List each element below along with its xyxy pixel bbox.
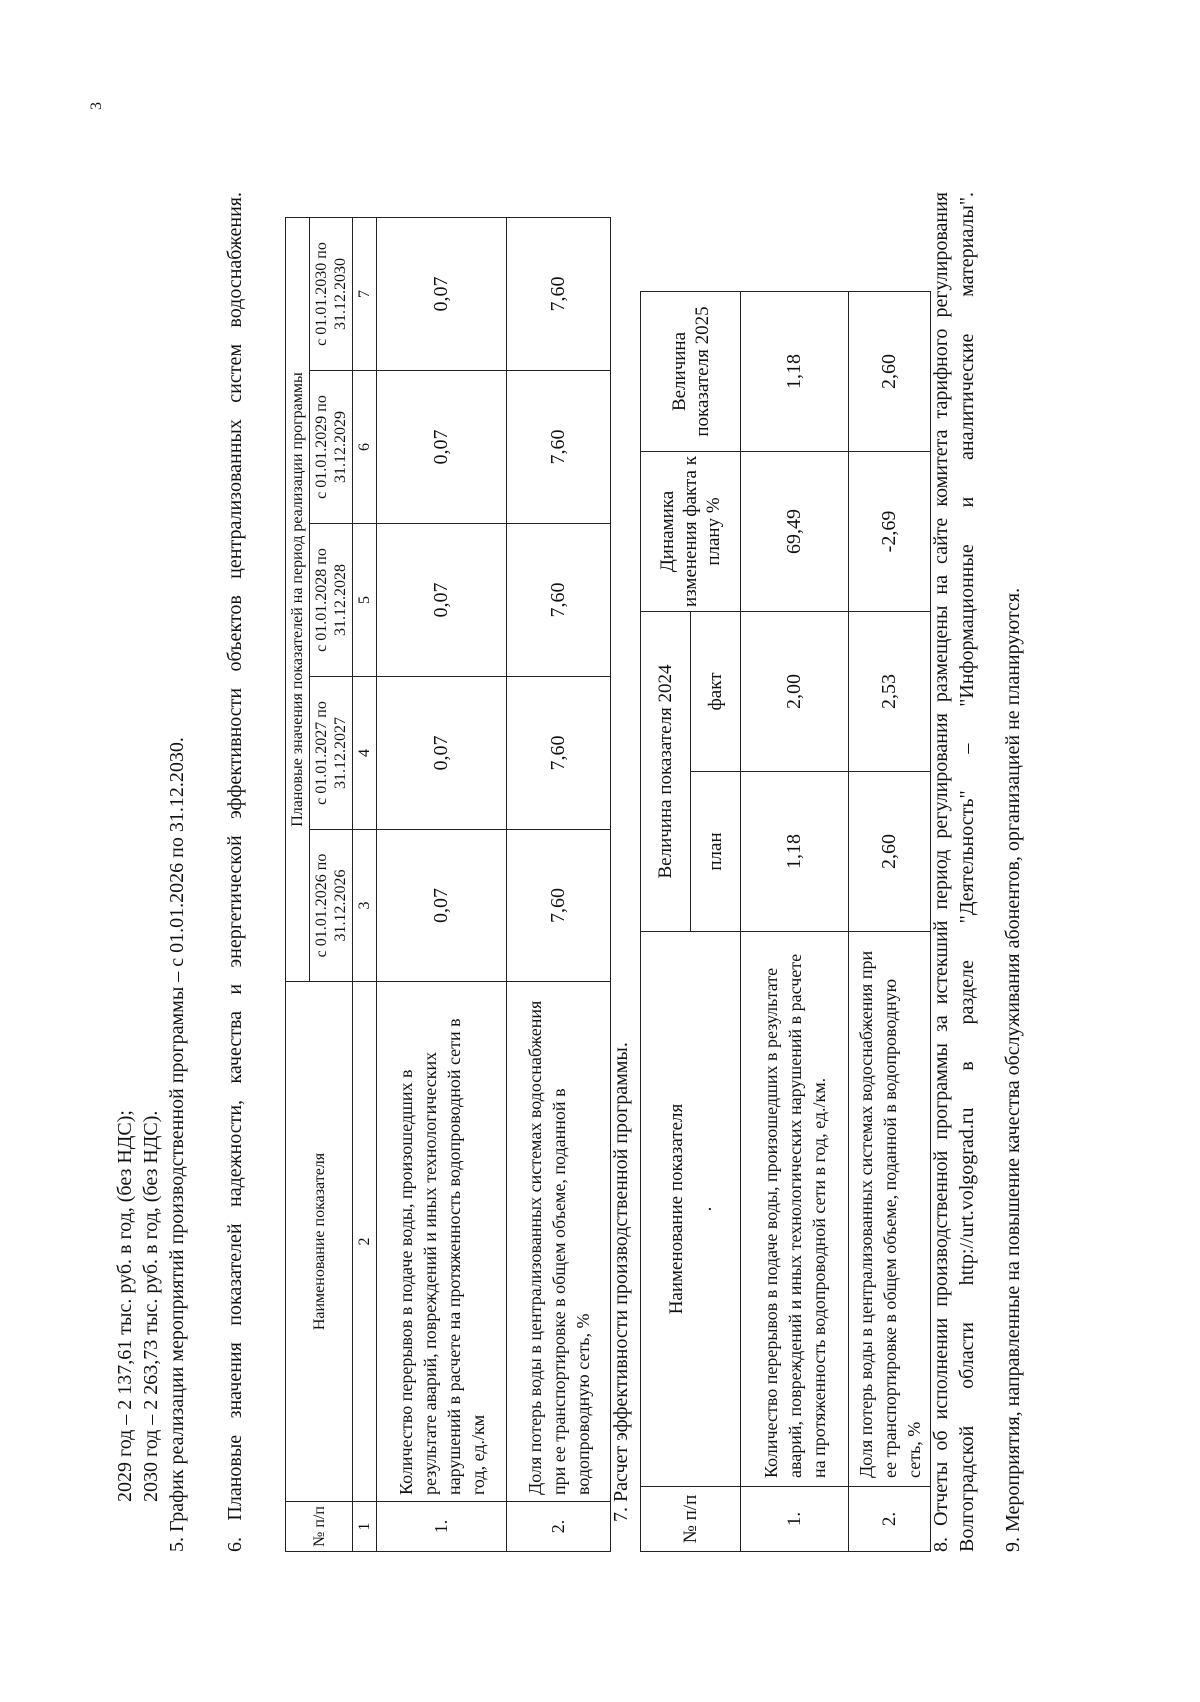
column-number: 2 — [353, 982, 377, 1502]
indicator-name: Количество перерывов в подаче воды, произошедших в результате аварий, повреждений и иных технологических нарушений в расчете на протяженность водопроводной сети в год, ед./км. — [741, 932, 849, 1487]
planned-value: 0,07 — [377, 830, 507, 982]
indicator-name: Доля потерь воды в централизованных системах водоснабжения при ее транспортировке в общем объеме, поданной в водопроводную сеть, % — [849, 932, 931, 1487]
table-row — [741, 292, 849, 1552]
line-2029: 2029 год – 2 137,61 тыс. руб. в год, (без НДС); — [114, 1110, 136, 1502]
column-number: 5 — [353, 524, 377, 677]
planned-value: 7,60 — [507, 524, 611, 677]
table-row — [507, 217, 611, 1551]
header-dynamics: Динамика изменения факта к плану % — [641, 452, 741, 612]
section-5-schedule: 5. График реализации мероприятий производственной программы – с 01.01.2026 по 31.12.2030. — [166, 737, 188, 1552]
indicator-name: Доля потерь воды в централизованных системах водоснабжения при ее транспортировке в общем объеме, поданной в водопроводную сеть, % — [507, 982, 611, 1502]
table-row — [377, 217, 507, 1551]
section-7-heading: 7. Расчет эффективности производственной программы. — [610, 1042, 632, 1522]
indicator-name: Количество перерывов в подаче воды, произошедших в результате аварий, повреждений и иных технологических нарушений в расчете на протяженность водопроводной сети в год, ед./км — [377, 982, 507, 1502]
header-name — [641, 932, 741, 1487]
planned-value: 7,60 — [507, 217, 611, 370]
row-number: 1. — [741, 1487, 849, 1552]
section-9-measures: 9. Мероприятия, направленные на повышение качества обслуживания абонентов, организацией не планируются. — [1002, 587, 1024, 1552]
header-value-2024: Величина показателя 2024 — [641, 612, 691, 932]
dynamics-value: -2,69 — [849, 452, 931, 612]
header-period: с 01.01.2027 по 31.12.2027 — [310, 677, 353, 830]
plan-value: 2,60 — [849, 772, 931, 932]
planned-value: 0,07 — [377, 217, 507, 370]
header-period: с 01.01.2029 по 31.12.2029 — [310, 371, 353, 524]
value-2025: 2,60 — [849, 292, 931, 452]
header-num: № п/п — [286, 1502, 353, 1552]
fact-value: 2,00 — [741, 612, 849, 772]
planned-value: 0,07 — [377, 677, 507, 830]
header-period: с 01.01.2030 по 31.12.2030 — [310, 217, 353, 370]
column-number: 3 — [353, 830, 377, 982]
line-2030: 2030 год – 2 263,73 тыс. руб. в год, (без НДС). — [140, 1110, 162, 1502]
column-number: 1 — [353, 1502, 377, 1552]
planned-value: 0,07 — [377, 524, 507, 677]
header-value-2025: Величина показателя 2025 — [641, 292, 741, 452]
planned-value: 7,60 — [507, 371, 611, 524]
column-number: 6 — [353, 371, 377, 524]
section-8-reports: 8. Отчеты об исполнении производственной программы за истекший период регулирования размещены на сайте комитета тарифного регулирования Волгоградской области http://urt.volgograd.ru в разделе "Деятельность" – "Информационные и аналитические материалы". — [930, 192, 978, 1552]
efficiency-table — [640, 291, 931, 1552]
header-planned-values: Плановые значения показателей на период реализации программы — [286, 217, 310, 981]
table-row — [849, 292, 931, 1552]
value-2025: 1,18 — [741, 292, 849, 452]
header-plan: план — [691, 772, 741, 932]
row-number: 2. — [507, 1502, 611, 1552]
header-fact: факт — [691, 612, 741, 772]
dynamics-value: 69,49 — [741, 452, 849, 612]
header-name-text: Наименование показателя — [665, 1103, 687, 1315]
header-period: с 01.01.2028 по 31.12.2028 — [310, 524, 353, 677]
header-name: Наименование показателя — [286, 982, 353, 1502]
planned-indicators-table — [285, 217, 611, 1552]
page-number: 3 — [88, 102, 105, 110]
plan-value: 1,18 — [741, 772, 849, 932]
row-number: 2. — [849, 1487, 931, 1552]
column-number: 4 — [353, 677, 377, 830]
row-number: 1. — [377, 1502, 507, 1552]
section-6-heading: 6. Плановые значения показателей надежности, качества и энергетической эффективности объектов централизованных систем водоснабжения. — [224, 192, 246, 1552]
header-mark: . — [694, 1206, 716, 1212]
fact-value: 2,53 — [849, 612, 931, 772]
header-period: с 01.01.2026 по 31.12.2026 — [310, 830, 353, 982]
planned-value: 7,60 — [507, 677, 611, 830]
column-number: 7 — [353, 217, 377, 370]
planned-value: 7,60 — [507, 830, 611, 982]
planned-value: 0,07 — [377, 371, 507, 524]
header-num: № п/п — [641, 1487, 741, 1552]
